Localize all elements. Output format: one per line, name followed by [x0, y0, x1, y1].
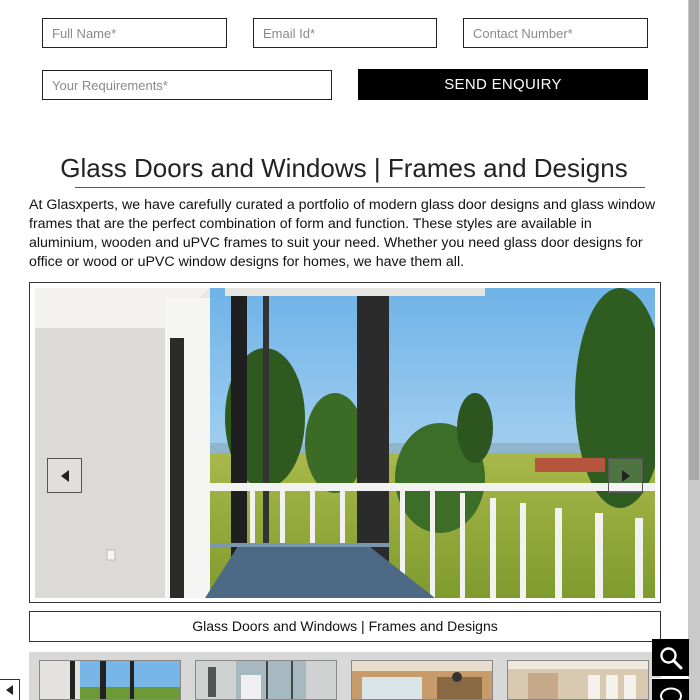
- chevron-left-icon: [5, 684, 15, 696]
- chevron-right-icon: [620, 469, 632, 483]
- chevron-left-icon: [59, 469, 71, 483]
- thumbnail[interactable]: [507, 660, 649, 700]
- search-button[interactable]: [652, 639, 689, 676]
- contact-number-field[interactable]: [463, 18, 648, 48]
- slide-caption: Glass Doors and Windows | Frames and Designs: [29, 611, 661, 642]
- intro-paragraph: At Glasxperts, we have carefully curated a portfolio of modern glass door designs and glass window frames that are the perfect combination of form and function. These styles are available in aluminium, wooden and uPVC frames to suit your need. Whether you need glass door designs for office or wood or uPVC window designs for homes, we have them all.: [29, 197, 656, 270]
- thumbnail[interactable]: [351, 660, 493, 700]
- email-field[interactable]: [253, 18, 437, 48]
- send-enquiry-button[interactable]: SEND ENQUIRY: [358, 69, 648, 100]
- slide-image: [35, 288, 655, 598]
- slider-next-button[interactable]: [608, 458, 643, 493]
- scrollbar-thumb[interactable]: [689, 0, 699, 480]
- thumbnail-strip: [29, 652, 661, 700]
- thumbnail[interactable]: [39, 660, 181, 700]
- page-scrollbar[interactable]: [688, 0, 700, 700]
- requirements-field[interactable]: [42, 70, 332, 100]
- edge-prev-button[interactable]: [0, 679, 20, 700]
- search-icon: [659, 646, 683, 670]
- title-underline: [75, 187, 645, 188]
- chat-icon: [659, 686, 683, 700]
- thumbnail[interactable]: [195, 660, 337, 700]
- section-title: Glass Doors and Windows | Frames and Designs: [60, 153, 628, 183]
- full-name-field[interactable]: [42, 18, 227, 48]
- image-slider[interactable]: [29, 282, 661, 603]
- slider-prev-button[interactable]: [47, 458, 82, 493]
- chat-button[interactable]: [652, 678, 689, 700]
